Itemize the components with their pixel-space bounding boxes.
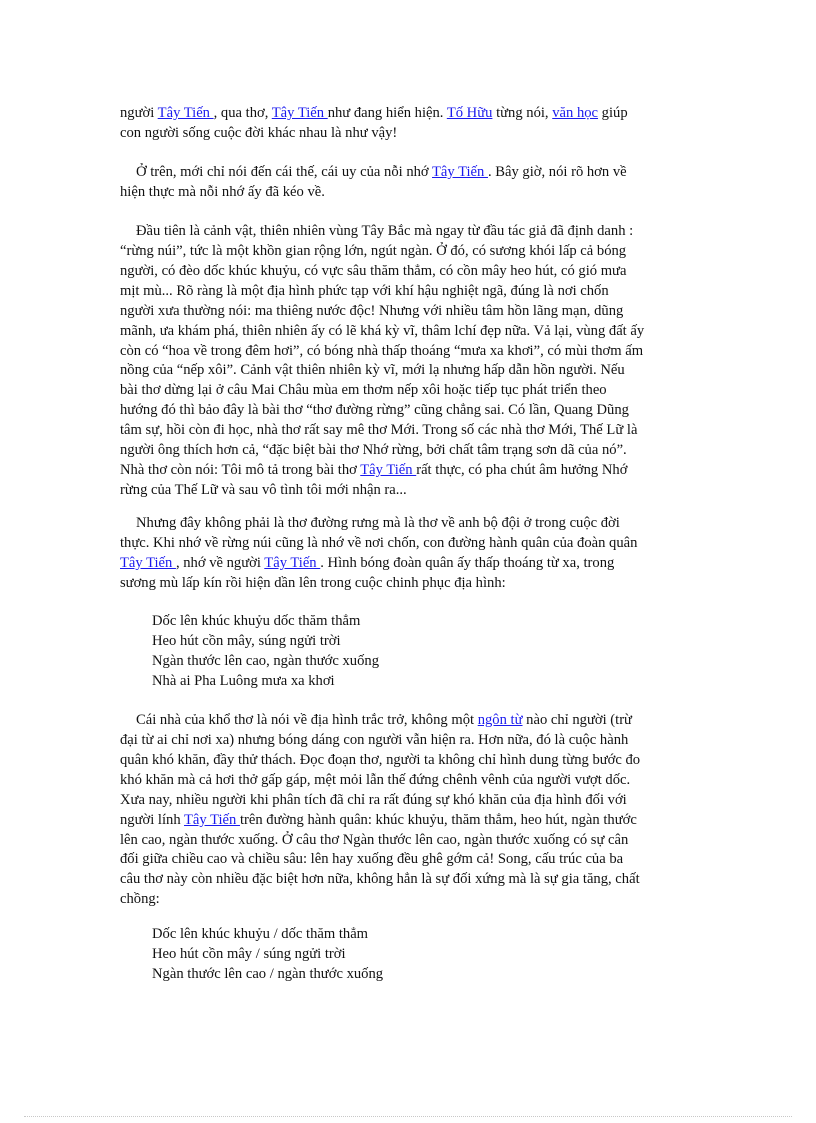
paragraph-5-first: [136, 711, 716, 731]
paragraph-2: [136, 163, 716, 183]
link-tay-tien[interactable]: Tây Tiến: [432, 164, 488, 180]
paragraph-3: [120, 242, 700, 501]
link-tay-tien[interactable]: Tây Tiến: [271, 105, 328, 121]
text-fragment: , qua thơ,: [213, 105, 272, 121]
text-fragment: Nhà thơ còn nói: Tôi mô tả trong bài thơ: [120, 461, 361, 478]
link-tay-tien[interactable]: Tây Tiến: [360, 461, 417, 478]
page-bottom-divider: [24, 1116, 792, 1117]
poem-line: Nhà ai Pha Luông mưa xa khơi: [152, 672, 335, 689]
text-line: [136, 163, 716, 183]
paragraph-5: [120, 731, 700, 910]
text-line: rừng của Thế Lữ và sau vô tình tôi mới nhận ra...: [120, 481, 407, 498]
text-line: bài thơ dừng lại ở câu Mai Châu mùa em thơm nếp xôi hoặc tiếp tục phát triển theo: [120, 382, 607, 399]
text-line: người xưa thường nói: ma thiêng nước độc! Nhưng với nhiều tâm hồn lãng mạn, dũng: [120, 302, 624, 319]
text-line: [120, 104, 700, 124]
link-to-huu[interactable]: Tố Hữu: [446, 105, 493, 121]
link-tay-tien[interactable]: Tây Tiến: [157, 105, 214, 121]
link-tay-tien[interactable]: Tây Tiến: [184, 811, 240, 828]
link-tay-tien[interactable]: Tây Tiến: [120, 554, 176, 571]
text-fragment: Ở trên, mới chỉ nói đến cái thế, cái uy của nỗi nhớ: [136, 164, 433, 180]
poem-line: Dốc lên khúc khuỷu / dốc thăm thẳm: [152, 926, 369, 942]
text-line: nồng của “nếp xôi”. Cảnh vật thiên nhiên kỳ vĩ, mới lạ nhưng hấp dẫn hồn người. Nếu: [120, 362, 625, 379]
text-fragment: . Bây giờ, nói rõ hơn về: [487, 164, 627, 180]
text-line: lên cao, ngàn thước xuống. Ở câu thơ Ngàn thước lên cao, ngàn thước xuống có sự cân: [120, 831, 629, 848]
text-fragment: như đang hiển hiện.: [327, 105, 447, 121]
text-line: còn có “hoa về trong đêm hơi”, có bóng nhà thấp thoáng “mưa xa khơi”, có mùi thơm ấm: [120, 342, 644, 359]
text-fragment: người lính: [120, 811, 185, 828]
text-fragment: , nhớ về người: [175, 554, 265, 571]
text-line: [120, 554, 700, 574]
text-line: tâm sự, hồi còn đi học, nhà thơ rất say mê thơ Mới. Trong số các nhà thơ Mới, Thế Lữ là: [120, 422, 638, 439]
text-line: đối giữa chiều cao và chiều sâu: lên hay xuống đều ghê gớm cả! Song, cấu trúc của ba: [120, 851, 624, 868]
text-fragment: nào chỉ người (trừ: [522, 712, 632, 728]
text-line: đại từ ai chỉ nơi xa) nhưng bóng dáng con người vẫn hiện ra. Hơn nữa, đó là cuộc hành: [120, 732, 629, 748]
poem-line: Heo hút cồn mây / súng ngửi trời: [152, 945, 346, 962]
text-line: [120, 461, 700, 481]
text-line: hiện thực mà nỗi nhớ ấy đã kéo về.: [120, 184, 325, 200]
text-line: con người sống cuộc đời khác nhau là như vậy!: [120, 124, 398, 141]
text-fragment: . Hình bóng đoàn quân ấy thấp thoáng từ xa, trong: [320, 554, 615, 571]
text-line: sương mù lấp kín rồi hiện dần lên trong cuộc chinh phục địa hình:: [120, 574, 506, 591]
link-van-hoc[interactable]: văn học: [552, 105, 599, 121]
paragraph-4-first: [136, 514, 716, 534]
link-tay-tien[interactable]: Tây Tiến: [264, 554, 321, 571]
poem-line: Heo hút cồn mây, súng ngửi trời: [152, 632, 341, 649]
text-line: hướng đó thì bảo đây là bài thơ “thơ đường rừng” cũng chẳng sai. Có lần, Quang Dũng: [120, 402, 629, 419]
text-fragment: từng nói,: [492, 105, 553, 121]
text-line: mịt mù... Rõ ràng là một địa hình phức tạp với khí hậu nghiệt ngã, đúng là nơi chốn: [120, 282, 609, 299]
text-fragment: giúp: [598, 105, 628, 121]
poem-line: Ngàn thước lên cao, ngàn thước xuống: [152, 652, 379, 669]
paragraph-2-cont: [120, 183, 700, 203]
paragraph-1: [120, 104, 700, 144]
poem-line: Ngàn thước lên cao / ngàn thước xuống: [152, 965, 384, 982]
poem-excerpt-1: [152, 612, 552, 692]
paragraph-3-first: [136, 222, 716, 242]
text-fragment: Cái nhà của khổ thơ là nói về địa hình trắc trở, không một: [136, 712, 478, 728]
text-line: Đầu tiên là cảnh vật, thiên nhiên vùng Tây Bắc mà ngay từ đầu tác giả đã định danh :: [136, 223, 634, 239]
text-line: người, có đèo dốc khúc khuỷu, có vực sâu thăm thẳm, có cồn mây heo hút, có gió mưa: [120, 262, 627, 279]
text-line: người ông thích hơn cả, “đặc biệt bài thơ Nhớ rừng, bởi chất tâm trạng sơn dã của nó”.: [120, 442, 627, 459]
text-line: “rừng núi”, tức là một khồn gian rộng lớn, ngút ngàn. Ở đó, có sương khói lấp cả bóng: [120, 243, 627, 259]
text-line: mãnh, ưa khám phá, thiên nhiên ấy có lẽ khá kỳ vĩ, thâm lchí đẹp nữa. Vả lại, vùng đất ấy: [120, 322, 645, 339]
text-fragment: trên đường hành quân: khúc khuỷu, thăm thẳm, heo hút, ngàn thước: [239, 811, 637, 828]
text-line: [120, 811, 700, 831]
text-line: khó khăn mà cả hơi thở gấp gáp, mệt mỏi lẫn thế đứng chênh vênh của người vượt dốc.: [120, 771, 631, 788]
poem-line: Dốc lên khúc khuỷu dốc thăm thẳm: [152, 613, 361, 629]
text-line: câu thơ này còn nhiều đặc biệt hơn nữa, không hẳn là sự đối xứng mà là sự gia tăng, chất: [120, 871, 640, 888]
text-line: Nhưng đây không phải là thơ đường rưng mà là thơ về anh bộ đội ở trong cuộc đời: [136, 515, 620, 531]
link-ngon-tu[interactable]: ngôn từ: [477, 712, 523, 728]
text-line: thực. Khi nhớ về rừng núi cũng là nhớ về nơi chốn, con đường hành quân của đoàn quân: [120, 535, 638, 551]
text-fragment: rất thực, có pha chút âm hưởng Nhớ: [416, 461, 628, 478]
text-line: [136, 711, 716, 731]
text-line: Xưa nay, nhiều người khi phân tích đã chỉ ra rất đúng sự khó khăn của địa hình đối với: [120, 791, 627, 808]
poem-excerpt-2: [152, 925, 552, 985]
text-fragment: người: [120, 105, 158, 121]
text-line: chồng:: [120, 891, 160, 908]
text-line: quân khó khăn, đầy thử thách. Đọc đoạn thơ, người ta không chỉ hình dung từng bước đo: [120, 751, 641, 768]
paragraph-4: [120, 534, 700, 594]
